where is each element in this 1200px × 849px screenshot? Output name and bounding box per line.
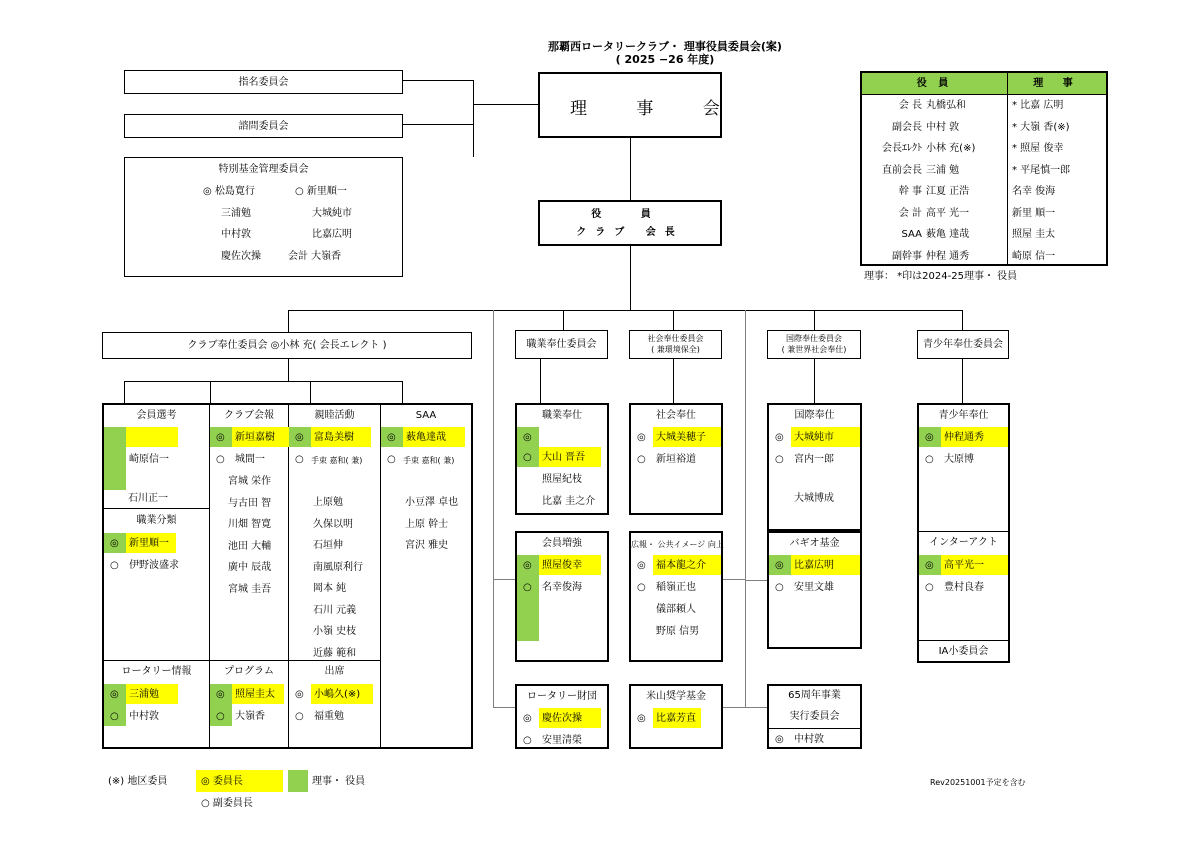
legend-vice: ○ 副委員長: [201, 798, 253, 809]
baguio-chair: 比嘉広明: [794, 560, 834, 571]
vocational-member: 照屋紀枝: [542, 474, 582, 485]
chair-mark: ◎: [295, 432, 304, 443]
vice-mark: ○: [775, 454, 784, 465]
yoneyama-chair: 比嘉芳直: [656, 713, 696, 724]
youth-chair: 仲程通秀: [944, 432, 984, 443]
baguio-vice: 安里文雄: [794, 582, 834, 593]
roster-officer-role: 副幹事: [892, 250, 922, 262]
baguio-title: バギオ基金: [789, 538, 840, 549]
club-col-vice: 崎原信一: [129, 454, 169, 465]
vice-mark: ○: [775, 582, 784, 593]
chair-mark: ◎: [775, 560, 784, 571]
chair-mark: ◎: [775, 734, 784, 745]
roster-officer-name: 三浦 勉: [926, 164, 960, 176]
membership-title: 会員増強: [542, 538, 582, 549]
public-image-box: [629, 531, 723, 662]
vice-mark: ○: [110, 560, 119, 571]
roster-officer-role: 副会長: [892, 121, 922, 133]
special-fund-cell: 比嘉広明: [312, 229, 352, 240]
club-col-member: 南風原利行: [313, 561, 363, 573]
vice-mark: ○: [110, 711, 119, 722]
chair-mark: ◎: [925, 560, 934, 571]
vice-mark: ○: [295, 711, 304, 722]
special-fund-cell: ◎ 松島寛行: [203, 186, 255, 197]
youth-vice: 大原博: [944, 454, 974, 465]
club-bottom-title: ロータリー情報: [121, 666, 192, 677]
community-chair: 大城美穂子: [656, 432, 706, 443]
chair-mark: ◎: [925, 432, 934, 443]
chair-mark: ◎: [295, 689, 304, 700]
roster-officer-role: 会 計: [898, 207, 922, 219]
club-col-member: 久保以明: [313, 518, 353, 530]
anniversary-box: [767, 684, 862, 749]
foundation-vice: 安里清榮: [542, 735, 582, 746]
vice-mark: ○: [925, 454, 934, 465]
vice-mark: ○: [637, 454, 646, 465]
international-header: [767, 330, 861, 359]
international-title-2: ( 兼世界社会奉仕): [781, 345, 847, 354]
nominating-label: 指名委員会: [238, 77, 289, 88]
community-vice: 新垣裕道: [656, 454, 696, 465]
interact-vice: 豊村良春: [944, 582, 984, 593]
club-bottom-vice: 中村敦: [129, 711, 159, 722]
chair-mark: ◎: [637, 432, 646, 443]
international-member: 大城博成: [794, 493, 834, 504]
club-bottom-title: プログラム: [224, 666, 274, 677]
club-col-chair: 薮亀達哉: [406, 432, 446, 443]
roster-officer-name: 江夏 正浩: [926, 186, 970, 197]
roster-header-directors: 理 事: [1033, 78, 1081, 89]
roster-officer-name: 高平 光一: [926, 207, 970, 219]
roster-note: 理事： *印は2024-25理事・ 役員: [864, 271, 1018, 282]
page-title: 那覇西ロータリークラブ・ 理事役員委員会(案): [548, 40, 782, 53]
roster-header-officers: 役 員: [916, 78, 953, 89]
club-col-member: 廣中 辰哉: [228, 562, 272, 573]
chair-mark: ◎: [216, 432, 225, 443]
yoneyama-box: [629, 684, 723, 749]
youth-service-box: [917, 403, 1010, 663]
page-subtitle: ( 2025 −26 年度): [615, 53, 715, 66]
chair-mark: ◎: [387, 432, 396, 443]
roster-officer-name: 丸橋弘和: [926, 100, 966, 111]
roster-officer-role: 会 長: [898, 100, 922, 111]
international-title-1: 国際奉仕委員会: [786, 334, 842, 343]
club-col-title: SAA: [415, 410, 437, 421]
chair-mark: ◎: [110, 689, 119, 700]
chair-mark: ◎: [637, 560, 646, 571]
club-bottom-vice: 福重勉: [314, 711, 344, 722]
anniversary-chair: 中村敦: [794, 734, 824, 745]
public-image-member: 野原 信男: [656, 626, 700, 637]
public-image-chair: 福本龍之介: [656, 560, 706, 571]
club-col-title: クラブ会報: [224, 410, 274, 421]
officers-label: 役 員: [591, 209, 669, 220]
international-chair: 大城純市: [794, 432, 834, 443]
board-label: 理 事 会: [570, 99, 742, 119]
community-header: [629, 330, 722, 359]
club-col-member: 岡本 純: [313, 583, 347, 594]
roster-director: * 比嘉 広明: [1012, 100, 1064, 111]
club-col-member: 石川正一: [128, 493, 168, 504]
vice-mark: ○: [523, 582, 532, 593]
club-col-member: 宮城 圭吾: [228, 583, 272, 595]
community-service-box: [629, 403, 723, 515]
club-service-grid: [102, 403, 473, 749]
special-fund-title: 特別基金管理委員会: [218, 164, 309, 175]
roster-table: [860, 71, 1108, 266]
nominating-committee: [124, 70, 403, 94]
community-title-2: ( 兼環境保全): [651, 345, 700, 354]
special-fund-cell: 会計 大嶺香: [288, 251, 342, 262]
vice-mark: ○: [523, 735, 532, 746]
club-bottom-chair: 三浦勉: [129, 689, 159, 700]
vice-mark: ○: [216, 711, 225, 722]
club-col-vice: 手束 嘉和( 兼): [403, 456, 455, 465]
interact-chair: 高平光一: [944, 560, 984, 571]
chair-mark: ◎: [110, 538, 119, 549]
club-col-member: 宮城 栄作: [228, 476, 272, 487]
officers-box: [538, 200, 722, 246]
roster-officer-role: 会長ｴﾚｸﾄ: [882, 143, 922, 154]
vocational-vice: 大山 晋吾: [542, 452, 586, 463]
club-col-chair: 富島美樹: [314, 432, 354, 443]
membership-vice: 名幸俊海: [542, 582, 582, 593]
advisory-committee: [124, 114, 403, 138]
community-title-1: 社会奉仕委員会: [647, 334, 704, 343]
roster-officer-role: 幹 事: [898, 186, 922, 197]
foundation-box: [515, 684, 609, 749]
international-service-title: 国際奉仕: [794, 410, 835, 421]
vice-mark: ○: [637, 582, 646, 593]
ia-subcommittee: IA小委員会: [938, 646, 989, 657]
special-fund-cell: 三浦勉: [221, 208, 251, 219]
international-service-box: [767, 403, 862, 531]
roster-director: * 照屋 俊幸: [1012, 143, 1064, 154]
chair-mark: ◎: [637, 713, 646, 724]
foundation-chair: 慶佐次操: [542, 713, 582, 724]
roster-director: 崎原 信一: [1012, 250, 1056, 262]
club-col-member: 石垣伸: [313, 540, 343, 551]
advisory-label: 諮問委員会: [238, 121, 289, 132]
youth-title: 青少年奉仕委員会: [923, 339, 1003, 350]
board-box: [538, 72, 742, 138]
club-col-member: 小豆澤 卓也: [405, 497, 459, 508]
vice-mark: ○: [387, 454, 396, 465]
club-col-member: 上原 幹士: [405, 518, 449, 530]
special-fund-cell: 大城純市: [312, 208, 352, 219]
roster-officer-role: 直前会長: [882, 164, 922, 176]
baguio-box: [767, 531, 862, 649]
vocational-header: [515, 330, 608, 359]
club-bottom-chair: 小嶋久(※): [314, 689, 361, 700]
club-col-member: 川畑 智寛: [228, 519, 272, 530]
legend-officer: 理事・ 役員: [312, 776, 366, 787]
community-service-title: 社会奉仕: [656, 410, 696, 421]
vice-mark: ○: [925, 582, 934, 593]
special-fund-cell: 慶佐次操: [221, 251, 261, 262]
club-col-member: 上原勉: [313, 497, 343, 508]
public-image-title: 広報・ 公共イメージ 向上: [631, 540, 724, 549]
club-col-member: 池田 大輔: [228, 540, 272, 552]
roster-director: * 大嶺 香(※): [1012, 121, 1070, 133]
club-col-title: 親睦活動: [314, 410, 355, 421]
chair-mark: ◎: [523, 560, 532, 571]
club-col-chair: 新垣嘉樹: [235, 432, 275, 443]
special-fund-committee: [124, 157, 403, 277]
vocational-title: 職業奉仕委員会: [526, 339, 597, 350]
roster-officer-name: 小林 充(※): [926, 143, 976, 154]
club-bottom-title: 出席: [324, 666, 345, 677]
club-col-vice: 城間一: [235, 454, 265, 465]
vocational-member: 比嘉 圭之介: [542, 496, 596, 507]
chair-mark: ◎: [523, 432, 532, 443]
club-col-member: 石川 元義: [313, 604, 357, 616]
chair-mark: ◎: [523, 713, 532, 724]
membership-chair: 照屋俊幸: [542, 560, 582, 571]
classification-vice: 伊野波盛求: [129, 560, 179, 571]
interact-title: インターアクト: [929, 537, 998, 548]
youth-service-title: 青少年奉仕: [938, 410, 989, 421]
roster-officer-role: SAA: [901, 229, 922, 240]
yoneyama-title: 米山奨学基金: [646, 691, 706, 702]
roster-director: 名幸 俊海: [1012, 186, 1056, 197]
club-service-header: [102, 332, 472, 359]
special-fund-cell: ○ 新里順一: [295, 186, 347, 197]
chair-mark: ◎: [775, 432, 784, 443]
classification-title: 職業分類: [136, 515, 177, 526]
chair-mark: ◎: [216, 689, 225, 700]
roster-director: * 平尾慎一郎: [1012, 164, 1071, 176]
club-bottom-vice: 大嶺香: [235, 711, 265, 722]
anniversary-title-2: 実行委員会: [789, 711, 840, 722]
roster-officer-name: 中村 敦: [926, 121, 960, 133]
legend-district: (※) 地区委員: [108, 776, 168, 787]
revision-note: Rev20251001予定を含む: [930, 778, 1026, 787]
roster-director: 照屋 圭太: [1012, 229, 1056, 240]
special-fund-cell: 中村敦: [221, 229, 251, 240]
foundation-title: ロータリー財団: [527, 691, 597, 702]
club-col-member: 小嶺 史枝: [313, 626, 357, 637]
vice-mark: ○: [295, 454, 304, 465]
club-bottom-chair: 照屋圭太: [235, 689, 275, 700]
membership-box: [515, 531, 609, 662]
vice-mark: ○: [216, 454, 225, 465]
club-col-vice: 手束 嘉和( 兼): [311, 456, 363, 465]
anniversary-title-1: 65周年事業: [788, 690, 841, 701]
roster-director: 新里 順一: [1012, 207, 1056, 219]
club-service-title: クラブ奉仕委員会 ◎小林 充( 会長エレクト ): [187, 340, 387, 351]
vocational-service-title: 職業奉仕: [542, 410, 582, 421]
president-label: クラブ 会長: [576, 227, 684, 238]
public-image-vice: 稲嶺正也: [656, 582, 696, 593]
roster-officer-name: 薮亀 達哉: [926, 229, 970, 240]
club-col-member: 宮沢 雅史: [405, 540, 449, 551]
youth-header: [917, 330, 1009, 359]
vice-mark: ○: [523, 452, 532, 463]
club-col-title: 会員選考: [136, 410, 177, 421]
roster-officer-name: 仲程 通秀: [926, 250, 970, 262]
club-col-member: 近藤 範和: [313, 647, 357, 659]
club-col-member: 与古田 智: [228, 497, 272, 509]
public-image-member: 儀部頼人: [656, 604, 696, 615]
classification-chair: 新里順一: [129, 538, 169, 549]
legend-chair: ◎ 委員長: [201, 776, 243, 787]
vocational-service-box: [515, 403, 609, 515]
international-vice: 宮内一郎: [794, 454, 834, 465]
